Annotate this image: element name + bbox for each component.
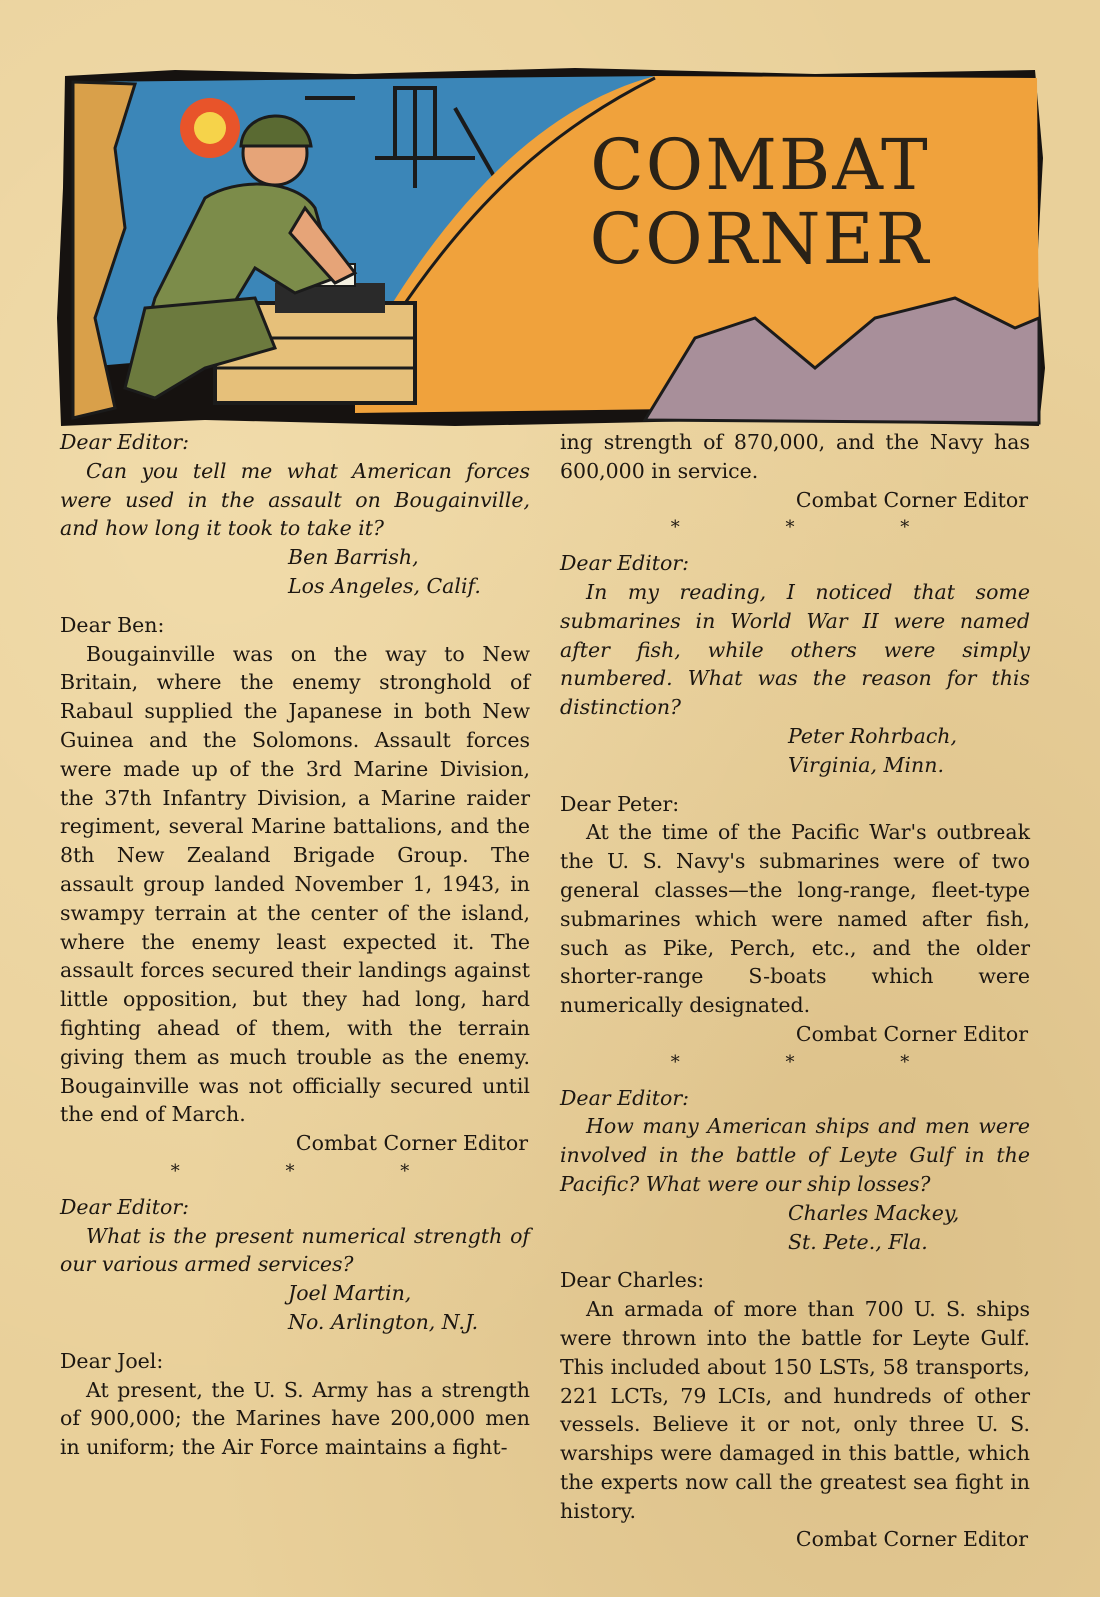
reply-text: An armada of more than 700 U. S. ships were thrown into the battle for Leyte Gulf. This included about 150 LSTs, 58 transports, 221 LCTs, 79 LCIs, and hundreds of other vessels. Believe it or not, only three U. S. warships were damaged in this battle, which the experts now call the greatest sea fight in history. xyxy=(560,1297,1030,1523)
separator-stars: * * * xyxy=(670,1051,960,1073)
letter-question: In my reading, I noticed that some submarines in World War II were named after fish, while others were simply numbered. What was the reason for this distinction? xyxy=(560,579,1030,720)
editor-signature: Combat Corner Editor xyxy=(795,487,1028,512)
editor-signature: Combat Corner Editor xyxy=(795,1021,1028,1046)
page-title-line2: CORNER xyxy=(589,198,931,280)
letter-signature-name: Ben Barrish, xyxy=(288,545,419,570)
reply-text: Bougainville was on the way to New Britain, where the enemy stronghold of Rabaul supplied the Japanese in both New Guinea and the Solomons. Assault forces were made up of the 3rd Marine Division, the 37th Infantry Division, a Marine raider regiment, several Marine battalions, and the 8th New Zealand Brigade Group. The assault group landed November 1, 1943, in swampy terrain at the center of the island, where the enemy least expected it. The assault forces secured their landings against little opposition, but they had long, hard fighting ahead of them, with the terrain giving them as much trouble as the enemy. Bougainville was not officially secured until the end of March. xyxy=(60,641,530,1127)
reply-text-continued: ing strength of 870,000, and the Navy has 600,000 in service. xyxy=(560,430,1030,483)
letter-signature-place: No. Arlington, N.J. xyxy=(288,1309,479,1334)
letter-signature-place: St. Pete., Fla. xyxy=(788,1229,928,1254)
reply-salutation: Dear Joel: xyxy=(60,1348,164,1373)
page-title-line1: COMBAT xyxy=(590,124,930,206)
separator-stars: * * * xyxy=(670,517,960,539)
letter-question: What is the present numerical strength of our various armed services? xyxy=(60,1223,530,1277)
letter-signature-name: Charles Mackey, xyxy=(788,1200,960,1225)
page-title xyxy=(560,124,960,280)
letter-signature-name: Joel Martin, xyxy=(288,1281,412,1306)
reply-text: At the time of the Pacific War's outbreak the U. S. Navy's submarines were of two general classes—the long-range, fleet-type submarines which were named after fish, such as Pike, Perch, etc., and the older shorter-range S-boats which were numerically designated. xyxy=(560,820,1030,1018)
left-column xyxy=(60,428,530,1462)
letter-salutation: Dear Editor: xyxy=(560,1085,690,1110)
letter-question: How many American ships and men were involved in the battle of Leyte Gulf in the Pacific? What were our ship losses? xyxy=(560,1114,1030,1196)
letter-signature-name: Peter Rohrbach, xyxy=(788,723,958,748)
letter-signature-place: Los Angeles, Calif. xyxy=(288,573,481,598)
letter-salutation: Dear Editor: xyxy=(60,430,190,454)
letter-salutation: Dear Editor: xyxy=(60,1194,190,1219)
editor-signature: Combat Corner Editor xyxy=(795,1527,1028,1552)
reply-salutation: Dear Charles: xyxy=(560,1268,705,1293)
right-column xyxy=(560,428,1030,1554)
letter-signature-place: Virginia, Minn. xyxy=(788,752,944,777)
reply-salutation: Dear Ben: xyxy=(60,612,165,637)
reply-text: At present, the U. S. Army has a strength of 900,000; the Marines have 200,000 men in uniform; the Air Force maintains a fight- xyxy=(60,1377,530,1460)
letter-salutation: Dear Editor: xyxy=(560,551,690,576)
reply-salutation: Dear Peter: xyxy=(560,791,680,816)
separator-stars: * * * xyxy=(170,1160,460,1182)
letter-question: Can you tell me what American forces were used in the assault on Bougainville, and how long it took to take it? xyxy=(60,458,530,541)
editor-signature: Combat Corner Editor xyxy=(295,1131,528,1156)
